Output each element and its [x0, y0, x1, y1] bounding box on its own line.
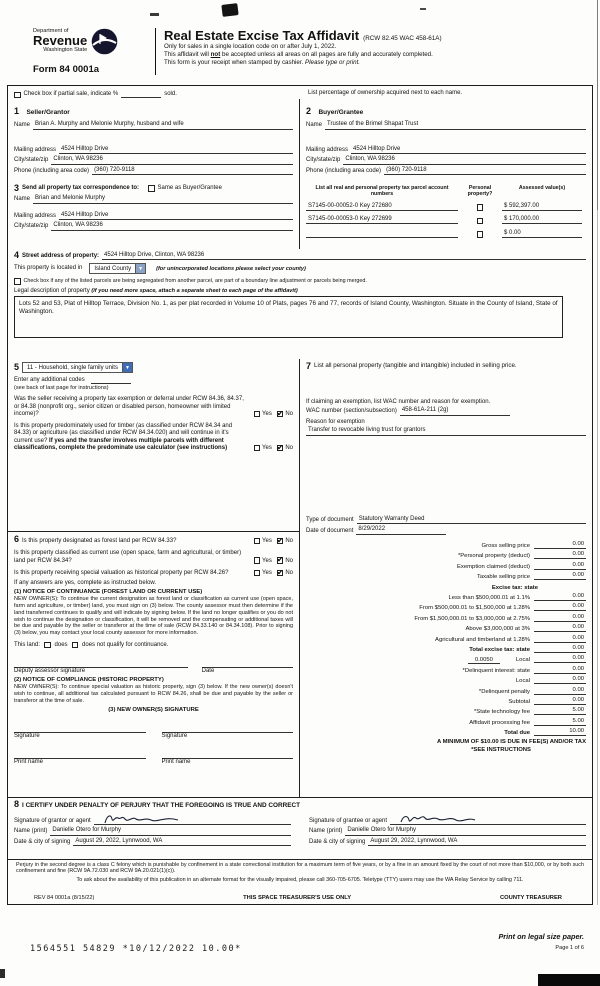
section-number: 3	[14, 183, 20, 193]
form-body	[7, 85, 593, 905]
reason-for-exemption-label: Reason for exemption	[306, 418, 365, 425]
yes-no-group	[251, 570, 293, 578]
correspondence-mailing-field[interactable]: 4524 Hilltop Drive	[59, 212, 293, 221]
yes-checkbox[interactable]	[254, 411, 261, 418]
tax-computation-table	[306, 539, 586, 736]
grantee-name-print-field[interactable]: Danielle Otero for Murphy	[345, 827, 586, 836]
land-use-code-select[interactable]	[22, 362, 133, 373]
header-note: This affidavit will not be accepted unless all areas on all pages are fully and accurately completed.	[164, 51, 433, 59]
seller-name-field[interactable]: Brian A. Murphy and Melonie Murphy, husband and wife	[33, 121, 293, 130]
this-land-label: This land:	[14, 642, 41, 649]
yes-checkbox[interactable]	[254, 570, 261, 577]
partial-sale-row	[8, 86, 592, 99]
tax-line: *Delinquent interest: state 0.00	[462, 665, 584, 674]
does-checkbox[interactable]	[44, 642, 51, 649]
tax-line: Agricultural and timberland at 1.28% 0.00	[435, 634, 584, 643]
land-use-code-value: 11 - Household, single family units	[27, 364, 118, 371]
parcel-table	[300, 182, 592, 249]
tax-value-field[interactable]: 5.00	[534, 718, 586, 726]
assessed-value-field[interactable]: $ 170,000.00	[502, 216, 582, 224]
scan-artifact	[597, 0, 599, 210]
tax-value-field[interactable]: 0.00	[534, 645, 586, 653]
header-note: This form is your receipt when stamped by cashier. Please type or print.	[164, 59, 361, 67]
reason-for-exemption-field[interactable]: Transfer to revocable living trust for grantors	[306, 427, 586, 436]
seller-title-row	[14, 101, 293, 119]
section-certification	[8, 797, 592, 859]
question-forest-land	[14, 535, 293, 545]
continuance-qualify-row	[14, 642, 293, 649]
section-tax-computation	[300, 359, 592, 797]
exemption-note: If claiming an exemption, list WAC number and reason for exemption.	[306, 399, 491, 405]
tax-value-field[interactable]: 0.00	[534, 603, 586, 611]
deputy-signature-label: Deputy assessor signature	[14, 668, 86, 675]
type-of-document-field[interactable]: Statutory Warranty Deed	[357, 516, 586, 525]
tax-line-total-state: Total excise tax: state 0.00	[469, 644, 584, 653]
new-owner-signature-field[interactable]	[162, 725, 294, 733]
scan-artifact	[221, 3, 238, 17]
question-text: Is this property classified as current use (open space, farm and agricultural, or timber) land per RCW 84.34?	[14, 550, 242, 564]
tax-line: Gross selling price 0.00	[481, 541, 584, 550]
notice-compliance-body: NEW OWNER(S): To continue special valuation as historic property, sign (3) below. If the new owner(s) doesn't wish to continue, all additional tax calculated pursuant to RCW 84.26, shall be due and payable by the seller or transferor at the time of sale.	[14, 684, 293, 704]
tax-value-field[interactable]: 0.00	[534, 624, 586, 632]
deputy-signature-field[interactable]	[14, 660, 188, 668]
partial-sale-checkbox[interactable]	[14, 92, 21, 99]
local-rate-field[interactable]: 0.0050	[468, 657, 500, 664]
grantor-date-city-label: Date & city of signing	[14, 838, 71, 845]
seller-csz-label: City/state/zip	[14, 157, 49, 164]
tax-value-field[interactable]: 0.00	[534, 562, 586, 570]
no-checkbox[interactable]	[277, 538, 284, 545]
no-label: No	[285, 570, 293, 577]
yes-label: Yes	[262, 411, 272, 418]
type-of-document-label: Type of document	[306, 517, 354, 523]
grantor-signature-field[interactable]	[94, 812, 291, 825]
section-number: 7	[306, 361, 312, 371]
form-footer-row	[8, 891, 592, 904]
tax-value-field[interactable]: 0.00	[534, 551, 586, 559]
parcel-number-field[interactable]: S7145-00-00052-0 Key 272680	[306, 203, 458, 211]
question-historic-property	[14, 570, 293, 578]
yes-label: Yes	[262, 570, 272, 577]
section-seller	[8, 99, 300, 182]
grantee-signature-label: Signature of grantee or agent	[309, 817, 388, 824]
section-land-designation	[8, 531, 299, 767]
new-owner-print-name-field[interactable]	[162, 751, 294, 759]
scan-artifact	[538, 974, 600, 986]
correspondence-csz-field[interactable]: Clinton, WA 98236	[51, 222, 293, 231]
buyer-title: Buyer/Grantee	[318, 109, 364, 116]
question-current-use	[14, 550, 293, 565]
grantee-signature-icon	[398, 812, 478, 826]
tax-line: Affidavit processing fee 5.00	[469, 717, 584, 726]
section-number: 5	[14, 362, 20, 372]
excise-tax-state-header: Excise tax: state	[491, 584, 538, 591]
assessed-value-field[interactable]: $ 592,397.00	[502, 203, 582, 211]
county-value: Island County	[94, 265, 132, 272]
new-owner-print-labels	[14, 759, 293, 765]
tax-line: *Personal property (deduct) 0.00	[457, 551, 584, 560]
tax-value-field[interactable]: 0.00	[534, 697, 586, 705]
seller-mailing-field[interactable]: 4524 Hilltop Drive	[59, 146, 293, 155]
perjury-text: Perjury in the second degree is a class C felony which is punishable by confinement in a state correctional institution for a maximum term of five years, or by a fine in an amount fixed by the court of not more than $10,000, or by both such confinement and fine (RCW 9A.72.030 and RCW 9A.20.021(1)(c)).	[16, 862, 584, 875]
segregated-label: Check box if any of the listed parcels are being segregated from another parcel, are part of a boundary line adjustment or parcels being merged.	[23, 278, 367, 284]
agency-line: Department of	[33, 28, 69, 34]
yes-no-group	[251, 550, 293, 565]
yes-label: Yes	[262, 557, 272, 564]
seller-csz-field[interactable]: Clinton, WA 98236	[51, 156, 293, 165]
partial-sale-percent-field[interactable]	[121, 91, 161, 98]
header-note: Only for sales in a single location code on or after July 1, 2022.	[164, 43, 337, 50]
buyer-name-label: Name	[306, 122, 323, 129]
tax-line: Above $3,000,000 at 3% 0.00	[465, 624, 584, 633]
segregated-checkbox[interactable]	[14, 278, 21, 285]
does-label: does	[54, 642, 68, 649]
grantor-signature-block	[14, 809, 291, 846]
question-exemption-deferral	[14, 396, 293, 418]
buyer-mailing-label: Mailing address	[306, 146, 349, 153]
grantor-signature-icon	[102, 812, 182, 826]
grantee-name-print-label: Name (print)	[309, 828, 343, 835]
seller-name-label: Name	[14, 122, 31, 129]
question-predominate-use	[14, 423, 293, 452]
seller-phone-field[interactable]: (360) 720-9118	[92, 167, 293, 176]
date-of-document-field[interactable]: 8/29/2022	[356, 526, 446, 535]
parcel-row	[306, 224, 586, 238]
yes-no-group	[251, 423, 293, 452]
tax-value-field[interactable]: 0.00	[534, 687, 586, 695]
segregated-row	[14, 278, 586, 285]
tax-line: Subtotal 0.00	[508, 696, 584, 705]
parcel-col-header: List all real and personal property tax parcel account numbers	[315, 185, 449, 198]
signature-label: Signature	[14, 733, 40, 740]
section-buyer	[300, 99, 592, 182]
tax-value-field[interactable]: 10.00	[534, 728, 586, 736]
tax-line: From $1,500,000.01 to $3,000,000 at 2.75% 0.00	[414, 613, 584, 622]
county-treasurer-label: COUNTY TREASURER	[499, 894, 562, 901]
page-title: Real Estate Excise Tax Affidavit	[164, 28, 360, 43]
tax-line: Taxable selling price 0.00	[476, 572, 584, 581]
deputy-signature-labels	[14, 668, 293, 674]
dor-logo-icon	[91, 28, 118, 55]
correspondence-name-field[interactable]: Brian and Melonie Murphy	[33, 195, 293, 204]
tax-line: *State technology fee 5.00	[473, 707, 584, 716]
no-label: No	[285, 538, 293, 545]
parcel-number-field[interactable]: S7145-00-00053-0 Key 272699	[306, 216, 458, 224]
deputy-date-label: Date	[201, 668, 215, 675]
question-text: 6 Is this property designated as forest land per RCW 84.33?	[14, 534, 177, 544]
buyer-csz-field[interactable]: Clinton, WA 98236	[343, 156, 586, 165]
agency-name	[33, 28, 87, 53]
print-name-label: Print name	[14, 759, 44, 766]
correspondence-mailing-label: Mailing address	[14, 212, 57, 219]
section-property-location	[8, 249, 592, 359]
signature-label: Signature	[161, 733, 188, 740]
section-use-and-land	[8, 359, 300, 797]
buyer-csz-label: City/state/zip	[306, 157, 341, 164]
located-in-label: This property is located in	[14, 264, 83, 271]
tax-value-field[interactable]: 0.00	[534, 635, 586, 643]
chevron-down-icon: ▼	[122, 363, 132, 372]
no-checkbox[interactable]	[277, 570, 284, 577]
personal-property-checkbox[interactable]	[477, 231, 484, 238]
rev-number: REV 84 0001a (8/15/22)	[34, 894, 95, 901]
additional-codes-label: Enter any additional codes	[14, 377, 85, 383]
yes-no-group	[251, 535, 293, 545]
ownership-note: List percentage of ownership acquired next to each name.	[308, 89, 463, 96]
tax-line-total-due: Total due 10.00	[504, 728, 584, 737]
buyer-title-row	[306, 101, 586, 119]
partial-sale-label: Check box if partial sale, indicate %	[23, 90, 119, 97]
minimum-due-note: A MINIMUM OF $10.00 IS DUE IN FEE(S) AND/OR TAX	[436, 739, 586, 746]
print-name-label: Print name	[161, 759, 191, 766]
buyer-mailing-field[interactable]: 4524 Hilltop Drive	[351, 146, 586, 155]
tax-line: From $500,000.01 to $1,500,000 at 1.28% 0.00	[419, 603, 584, 612]
parcel-row	[306, 197, 586, 211]
tax-line: Local 0.00	[515, 676, 584, 685]
same-as-buyer-checkbox[interactable]	[148, 185, 155, 192]
treasurer-space-label: THIS SPACE TREASURER'S USE ONLY	[243, 894, 352, 901]
buyer-name-field[interactable]: Trustee of the Brimel Shapat Trust	[325, 121, 586, 130]
tax-value-field[interactable]: 0.00	[534, 572, 586, 580]
accessibility-text: To ask about the availability of this publication in an alternate format for the visually impaired, please call 360-705-6705. Teletype (TTY) users may use the WA Relay Service by calling 711.	[76, 876, 524, 883]
form-header	[33, 28, 588, 75]
seller-phone-label: Phone (including area code)	[14, 167, 90, 174]
new-owners-signature-title: (3) NEW OWNER(S) SIGNATURE	[108, 707, 199, 714]
tax-value-field[interactable]: 0.00	[534, 541, 586, 549]
no-label: No	[285, 411, 293, 418]
grantor-name-print-label: Name (print)	[14, 828, 48, 835]
title-block	[155, 28, 588, 75]
yes-checkbox[interactable]	[254, 538, 261, 545]
chevron-down-icon: ▼	[135, 264, 145, 273]
seller-title: Seller/Grantor	[26, 109, 70, 116]
street-address-label: Street address of property:	[22, 252, 100, 259]
tax-line: Less than $500,000.01 at 1.1% 0.00	[448, 593, 584, 602]
certification-statement: I CERTIFY UNDER PENALTY OF PERJURY THAT THE FOREGOING IS TRUE AND CORRECT	[22, 802, 301, 809]
tax-line: *Delinquent penalty 0.00	[478, 686, 584, 695]
if-yes-note: If any answers are yes, complete as instructed below.	[14, 580, 157, 587]
document-info	[306, 516, 586, 535]
date-of-document-label: Date of document	[306, 527, 354, 534]
deputy-signature-lines	[14, 660, 293, 668]
question-text: Was the seller receiving a property tax exemption or deferral under RCW 84.36, 84.37, or 84.38 (nonprofit org., senior citizen or disabled person, homeowner with limited income)?	[14, 396, 244, 417]
assessed-value-field[interactable]: $ 0.00	[502, 230, 582, 238]
grantee-date-city-label: Date & city of signing	[309, 838, 366, 845]
no-checkbox[interactable]	[277, 445, 284, 452]
print-note: Print on legal size paper.	[498, 932, 584, 941]
tax-value-field[interactable]: 0.00	[534, 676, 586, 684]
page-number: Page 1 of 6	[555, 945, 584, 951]
additional-codes-field[interactable]	[91, 377, 131, 384]
grantor-name-print-field[interactable]: Danielle Otero for Murphy	[50, 827, 291, 836]
tax-value-field[interactable]: 0.00	[534, 593, 586, 601]
new-owner-signature-field[interactable]	[14, 725, 146, 733]
grantor-date-city-field[interactable]: August 29, 2022, Lynnwood, WA	[73, 838, 291, 847]
perjury-notice-block	[8, 859, 592, 891]
personal-property-checkbox[interactable]	[477, 218, 484, 225]
correspondence-csz-label: City/state/zip	[14, 223, 49, 230]
buyer-phone-field[interactable]: (360) 720-9118	[384, 167, 586, 176]
no-checkbox[interactable]	[277, 411, 284, 418]
legal-description-field[interactable]: Lots 52 and 53, Plat of Hilltop Terrace, Division No. 1, as per plat recorded in Volume 10 of Plats, pages 76 and 77, records of Island County, Washington. Situate in the County of Island, State of Washington.	[14, 296, 563, 338]
does-not-label: does not qualify for continuance.	[82, 642, 169, 649]
personal-property-checkbox[interactable]	[477, 204, 484, 211]
correspondence-label: Send all property tax correspondence to:	[22, 184, 140, 191]
same-as-buyer-label: Same as Buyer/Grantee	[157, 184, 222, 191]
new-owner-print-name-field[interactable]	[14, 751, 146, 759]
section-correspondence	[8, 182, 300, 249]
no-label: No	[285, 445, 293, 452]
yes-checkbox[interactable]	[254, 445, 261, 452]
see-instructions-note: *SEE INSTRUCTIONS	[471, 747, 531, 754]
section-number: 8	[14, 799, 20, 809]
tax-value-field[interactable]: 0.00	[534, 666, 586, 674]
scan-artifact	[150, 13, 159, 16]
grantee-signature-block	[309, 809, 586, 846]
section-land-use-code	[14, 361, 293, 531]
section-number: 1	[14, 106, 20, 116]
question-text: Is this property receiving special valuation as historical property per RCW 84.26?	[14, 569, 229, 576]
cashier-stamp: 1564551 54829 *10/12/2022 10.00*	[30, 944, 242, 954]
wac-number-field[interactable]: 458-61A-211 (2g)	[400, 407, 510, 416]
does-not-checkbox[interactable]	[72, 642, 79, 649]
tax-value-field[interactable]: 0.00	[534, 655, 586, 663]
agency-line: Revenue	[33, 33, 88, 48]
deputy-date-field[interactable]	[202, 660, 293, 668]
assessed-value-col-header: Assessed value(s)	[518, 185, 566, 191]
buyer-phone-label: Phone (including area code)	[306, 167, 382, 174]
agency-line: Washington State	[43, 47, 88, 53]
question-text: Is this property predominately used for timber (as classified under RCW 84.34 and 84.33) or agriculture (as classified under RCW 84.34.020) and will continue in it's current use? If yes and the transfer involves multiple parcels with different classifications, complete the predominate use calculator (see instructions)	[14, 423, 233, 452]
no-checkbox[interactable]	[277, 557, 284, 564]
parcel-table-header	[306, 185, 586, 197]
seller-mailing-label: Mailing address	[14, 146, 57, 153]
grantee-date-city-field[interactable]: August 29, 2022, Lynnwood, WA	[368, 838, 586, 847]
scan-artifact	[420, 8, 426, 10]
grantor-signature-label: Signature of grantor or agent	[14, 817, 91, 824]
personal-property-intro	[306, 362, 586, 371]
notice-continuance-title: (1) NOTICE OF CONTINUANCE (FOREST LAND OR CURRENT USE)	[14, 589, 203, 596]
parcel-number-field[interactable]	[306, 230, 458, 238]
parcel-row	[306, 211, 586, 225]
yes-label: Yes	[262, 445, 272, 452]
new-owner-print-lines	[14, 751, 293, 759]
rcw-reference: (RCW 82.45 WAC 458-61A)	[363, 35, 442, 42]
wac-number-label: WAC number (section/subsection)	[306, 408, 397, 415]
tax-value-field[interactable]: 5.00	[534, 707, 586, 715]
grantee-signature-field[interactable]	[390, 812, 586, 825]
certification-title-row	[14, 800, 586, 809]
new-owner-signature-lines	[14, 725, 293, 733]
tax-value-field[interactable]: 0.00	[534, 614, 586, 622]
personal-property-col-header: Personal property?	[467, 185, 493, 198]
personal-property-intro-text: List all personal property (tangible and intangible) included in selling price.	[314, 362, 517, 369]
section-number: 4	[14, 250, 20, 260]
correspondence-name-label: Name	[14, 196, 31, 203]
instructions-note: (see back of last page for instructions)	[14, 385, 109, 392]
tax-line-local: 0.0050 Local 0.00	[306, 653, 586, 663]
yes-checkbox[interactable]	[254, 557, 261, 564]
sold-label: sold.	[164, 90, 177, 97]
no-label: No	[285, 557, 293, 564]
agency-block	[33, 28, 155, 75]
section-number: 2	[306, 106, 312, 116]
new-owner-signature-labels	[14, 733, 293, 739]
county-select[interactable]	[89, 263, 146, 274]
county-note: (for unincorporated locations please select your county)	[156, 265, 306, 272]
notice-continuance-body: NEW OWNER(S): To continue the current designation as forest land or classification as current use (open space, farm and agriculture, or timber) land, you must sign on (3) below. The county assessor must then determine if the land transferred continues to qualify and will indicate by signing below. If the land no longer qualifies or you do not wish to continue the designation or classification, it will be removed and the compensating or additional taxes will be due and payable by the seller or transferor at the time of sale (RCW 84.33.140 or 84.34.108). Prior to signing (3) below, you may contact your local county assessor for more information.	[14, 596, 293, 636]
street-address-field[interactable]: 4524 Hilltop Drive, Clinton, WA 98236	[102, 252, 586, 261]
scan-artifact	[0, 969, 5, 978]
yes-no-group	[251, 396, 293, 418]
form-number: Form 84 0001a	[33, 64, 100, 75]
legal-description-label: Legal description of property (if you need more space, attach a separate sheet to each page of the affidavit)	[14, 287, 298, 294]
yes-label: Yes	[262, 538, 272, 545]
notice-compliance-title: (2) NOTICE OF COMPLIANCE (HISTORIC PROPERTY)	[14, 677, 164, 684]
tax-line: Exemption claimed (deduct) 0.00	[456, 561, 584, 570]
